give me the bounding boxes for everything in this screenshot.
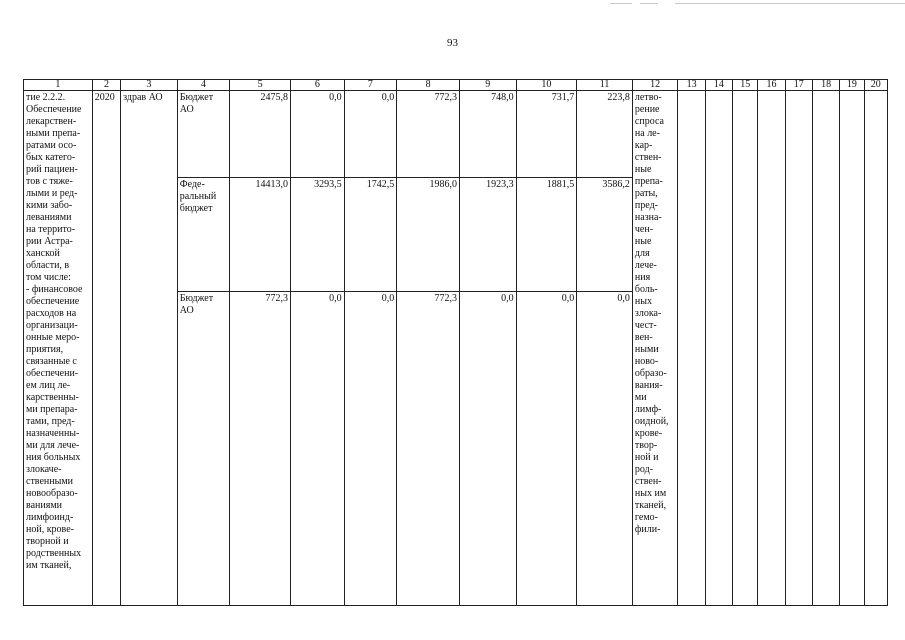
header-cell: 18 xyxy=(812,80,839,91)
funding-source: Бюджет АО xyxy=(177,91,230,178)
header-cell: 10 xyxy=(516,80,577,91)
value-cell: 3586,2 xyxy=(577,178,633,292)
header-cell: 15 xyxy=(733,80,758,91)
value-cell: 0,0 xyxy=(459,292,516,606)
value-cell: 772,3 xyxy=(397,292,460,606)
funding-source: Бюджет АО xyxy=(177,292,230,606)
header-cell: 5 xyxy=(230,80,291,91)
empty-cell xyxy=(758,91,785,606)
executor-cell: здрав АО xyxy=(121,91,178,606)
header-cell: 20 xyxy=(864,80,887,91)
value-cell: 748,0 xyxy=(459,91,516,178)
header-cell: 8 xyxy=(397,80,460,91)
expected-result: летво- рение спроса на ле- кар- ствен- ные препа- раты, пред- назна- чен- ные для лече- ния боль- ных злока- чест- вен- ными ново- образо- вания- ми лимф- оидной, крове- твор- ной и род- ствен- ных им тканей, гемо- фили- xyxy=(632,91,678,606)
value-cell: 1742,5 xyxy=(344,178,397,292)
year-cell: 2020 xyxy=(92,91,120,606)
value-cell: 1923,3 xyxy=(459,178,516,292)
header-cell: 4 xyxy=(177,80,230,91)
funding-source: Феде- ральный бюджет xyxy=(177,178,230,292)
page-number: 93 xyxy=(447,37,458,49)
empty-cell xyxy=(785,91,812,606)
header-cell: 3 xyxy=(121,80,178,91)
value-cell: 1881,5 xyxy=(516,178,577,292)
empty-cell xyxy=(733,91,758,606)
header-row xyxy=(24,80,888,91)
header-cell: 11 xyxy=(577,80,633,91)
value-cell: 772,3 xyxy=(397,91,460,178)
empty-cell xyxy=(705,91,732,606)
value-cell: 0,0 xyxy=(291,292,345,606)
header-cell: 12 xyxy=(632,80,678,91)
header-cell: 19 xyxy=(840,80,864,91)
empty-cell xyxy=(840,91,864,606)
header-cell: 14 xyxy=(705,80,732,91)
measure-description: тие 2.2.2. Обеспечение лекарствен- ными препа- ратами осо- бых катего- рий пациен- тов с тяже- лыми и ред- кими забо- леваниями на террито- рии Астра- ханской области, в том числе: - финансовое обеспечение расходов на организаци- онные меро- приятия, связанные с обеспечени- ем лиц ле- карственны- ми препара- тами, пред- назначенны- ми для лече- ния больных злокаче- ственными новообразо- ваниями лимфоинд- ной, крове- творной и родственных им тканей, xyxy=(24,91,93,606)
value-cell: 2475,8 xyxy=(230,91,291,178)
top-rule-2 xyxy=(640,3,658,4)
value-cell: 0,0 xyxy=(291,91,345,178)
header-cell: 16 xyxy=(758,80,785,91)
header-cell: 7 xyxy=(344,80,397,91)
header-cell: 6 xyxy=(291,80,345,91)
top-rule-3 xyxy=(675,3,905,4)
value-cell: 0,0 xyxy=(344,292,397,606)
value-cell: 1986,0 xyxy=(397,178,460,292)
top-rule-1 xyxy=(610,3,632,4)
value-cell: 223,8 xyxy=(577,91,633,178)
value-cell: 14413,0 xyxy=(230,178,291,292)
header-cell: 17 xyxy=(785,80,812,91)
header-cell: 1 xyxy=(24,80,93,91)
value-cell: 0,0 xyxy=(516,292,577,606)
value-cell: 0,0 xyxy=(344,91,397,178)
header-cell: 2 xyxy=(92,80,120,91)
value-cell: 0,0 xyxy=(577,292,633,606)
header-cell: 9 xyxy=(459,80,516,91)
value-cell: 3293,5 xyxy=(291,178,345,292)
empty-cell xyxy=(678,91,705,606)
value-cell: 731,7 xyxy=(516,91,577,178)
table-row xyxy=(24,91,888,178)
budget-table xyxy=(23,79,888,606)
empty-cell xyxy=(864,91,887,606)
empty-cell xyxy=(812,91,839,606)
value-cell: 772,3 xyxy=(230,292,291,606)
header-cell: 13 xyxy=(678,80,705,91)
